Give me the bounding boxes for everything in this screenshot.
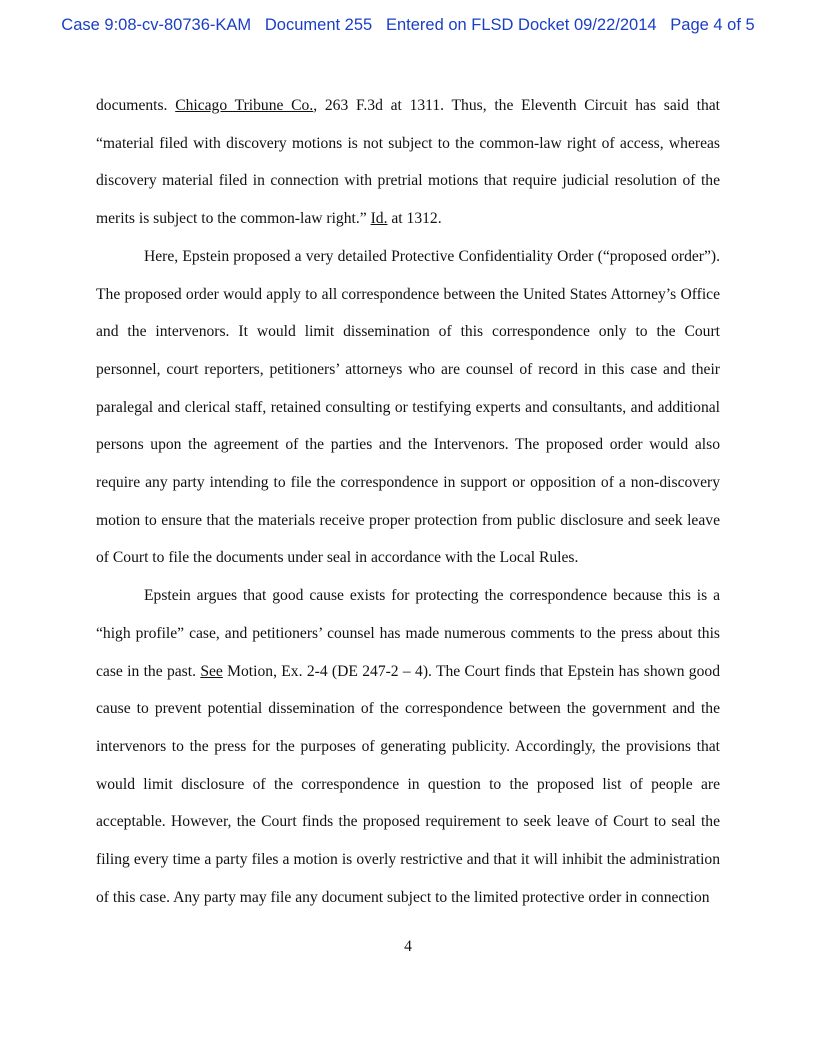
docket-header: Case 9:08-cv-80736-KAM Document 255 Entered on FLSD Docket 09/22/2014 Page 4 of 5 xyxy=(61,16,755,34)
paragraph-text: at 1312. xyxy=(387,210,442,228)
paragraph-text: , 263 F.3d at 1311. Thus, the Eleventh Circuit has said that “material filed with discovery motions is not subject to the common-law right of access, whereas discovery material filed in connection with pretrial motions that require judicial resolution of the merits is subject to the common-law right.” xyxy=(96,97,720,228)
paragraph-text: Motion, Ex. 2-4 (DE 247-2 – 4). The Court finds that Epstein has shown good cause to prevent potential dissemination of the correspondence between the government and the intervenors to the press for the purposes of generating publicity. Accordingly, the provisions that would limit disclosure of the correspondence in question to the proposed list of people are acceptable. However, the Court finds the proposed requirement to seek leave of Court to seal the filing every time a party files a motion is overly restrictive and that it will inhibit the administration of this case. Any party may file any document subject to the limited protective order in connection xyxy=(96,662,720,906)
id-citation: Id. xyxy=(370,210,388,228)
case-citation: Chicago Tribune Co. xyxy=(175,97,314,114)
paragraph-good-cause xyxy=(96,577,720,916)
see-signal: See xyxy=(200,662,223,680)
paragraph-text: documents. xyxy=(96,97,176,114)
paragraph-proposed-order: Here, Epstein proposed a very detailed Protective Confidentiality Order (“proposed order”). The proposed order would apply to all correspondence between the United States Attorney’s Office and the intervenors. It would limit dissemination of this correspondence only to the Court personnel, court reporters, petitioners’ attorneys who are counsel of record in this case and their paralegal and clerical staff, retained consulting or testifying experts and consultants, and additional persons upon the agreement of the parties and the Intervenors. The proposed order would also require any party intending to file the correspondence in support or opposition of a non-discovery motion to ensure that the materials receive proper protection from public disclosure and seek leave of Court to file the documents under seal in accordance with the Local Rules. xyxy=(96,247,720,567)
paragraph-text: Epstein argues that good cause exists for protecting the correspondence because this is a “high profile” case, and petitioners’ counsel has made numerous comments to the press about this case in the past. xyxy=(96,587,720,680)
paragraph-continuation xyxy=(96,87,720,238)
page-number: 4 xyxy=(404,938,412,955)
document-body xyxy=(96,87,720,916)
